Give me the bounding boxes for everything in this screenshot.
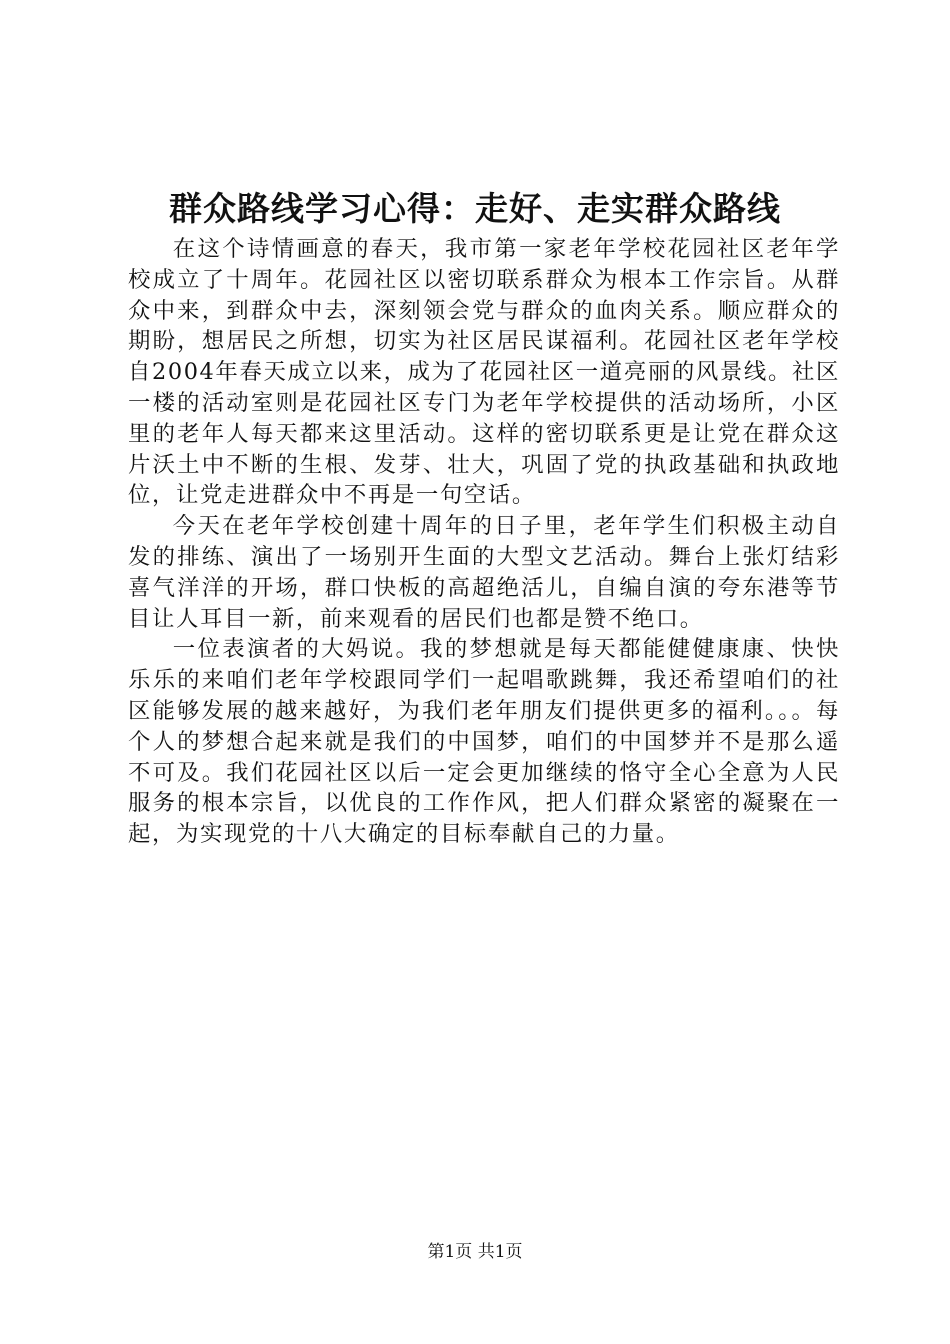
paragraph-1: 在这个诗情画意的春天，我市第一家老年学校花园社区老年学校成立了十周年。花园社区以密切联系群众为根本工作宗旨。从群众中来，到群众中去，深刻领会党与群众的血肉关系。顺应群众的期盼，想居民之所想，切实为社区居民谋福利。花园社区老年学校自2004年春天成立以来，成为了花园社区一道亮丽的风景线。社区一楼的活动室则是花园社区专门为老年学校提供的活动场所，小区里的老年人每天都来这里活动。这样的密切联系更是让党在群众这片沃土中不断的生根、发芽、壮大，巩固了党的执政基础和执政地位，让党走进群众中不再是一句空话。 (128, 236, 840, 509)
document-body (128, 234, 840, 850)
page-footer: 第1页 共1页 (427, 1242, 523, 1262)
paragraph-3: 一位表演者的大妈说。我的梦想就是每天都能健健康康、快快乐乐的来咱们老年学校跟同学们一起唱歌跳舞，我还希望咱们的社区能够发展的越来越好，为我们老年朋友们提供更多的福利。。。每个人的梦想合起来就是我们的中国梦，咱们的中国梦并不是那么遥不可及。我们花园社区以后一定会更加继续的恪守全心全意为人民服务的根本宗旨，以优良的工作作风，把人们群众紧密的凝聚在一起，为实现党的十八大确定的目标奉献自己的力量。 (128, 636, 840, 848)
document-title: 群众路线学习心得：走好、走实群众路线 (169, 189, 781, 228)
paragraph-2: 今天在老年学校创建十周年的日子里，老年学生们积极主动自发的排练、演出了一场别开生面的大型文艺活动。舞台上张灯结彩喜气洋洋的开场，群口快板的高超绝活儿，自编自演的夸东港等节目让人耳目一新，前来观看的居民们也都是赞不绝口。 (128, 513, 840, 632)
